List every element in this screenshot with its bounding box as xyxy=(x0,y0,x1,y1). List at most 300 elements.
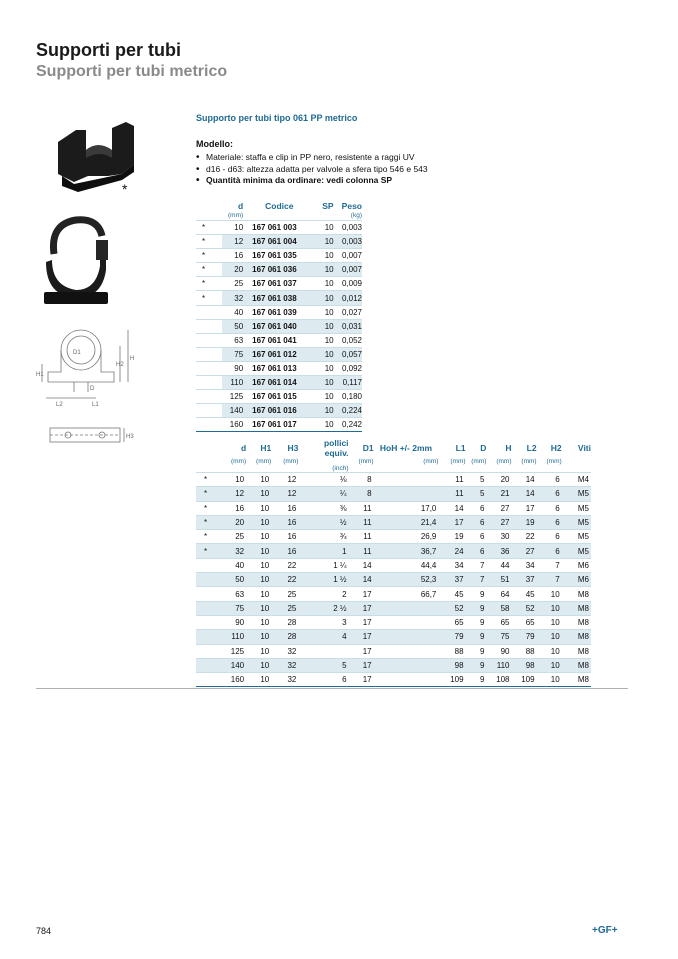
cell-l2: 109 xyxy=(521,675,535,685)
cell-h1: 10 xyxy=(260,503,270,513)
cell-h2: 10 xyxy=(550,646,560,656)
cell-d: 90 xyxy=(235,618,245,628)
label-h2: H2 xyxy=(116,362,124,368)
cell-d1: 14 xyxy=(349,573,374,587)
cell-screw: M8 xyxy=(577,589,589,599)
cell-d: 16 xyxy=(234,251,244,261)
cell-sp: 10 xyxy=(318,347,334,361)
cell-l2: 27 xyxy=(512,544,537,558)
table-row xyxy=(196,515,591,529)
cell-d: 110 xyxy=(222,376,243,390)
cell-mark xyxy=(196,361,222,375)
col-header-h2: H2 xyxy=(550,443,562,453)
cell-d1: 17 xyxy=(362,589,372,599)
cell-h3: 12 xyxy=(271,487,298,501)
unit-l1: (mm) xyxy=(450,458,466,465)
cell-l1: 19 xyxy=(454,532,464,542)
table-row xyxy=(196,376,362,390)
cell-hoh: 21,4 xyxy=(374,515,439,529)
cell-l2: 19 xyxy=(512,515,537,529)
cell-sp: 10 xyxy=(324,307,334,317)
cell-hoh xyxy=(374,630,439,644)
cell-dd: 9 xyxy=(479,646,485,656)
cell-h1: 10 xyxy=(246,573,271,587)
cell-screw: M5 xyxy=(562,544,591,558)
cell-h3: 25 xyxy=(271,601,298,615)
table-row xyxy=(196,630,591,644)
cell-l2: 34 xyxy=(525,560,535,570)
cell-d: 63 xyxy=(235,589,245,599)
cell-dd: 7 xyxy=(466,573,487,587)
unit-weight: (kg) xyxy=(350,212,362,219)
cell-h3: 32 xyxy=(287,646,297,656)
technical-drawing-top xyxy=(48,424,136,448)
cell-dd: 6 xyxy=(479,503,485,513)
cell-inch: 4 xyxy=(298,630,348,644)
cell-mark xyxy=(196,376,222,390)
cell-weight: 0,003 xyxy=(341,223,362,233)
cell-mark xyxy=(196,319,222,333)
cell-l1: 37 xyxy=(438,573,465,587)
cell-d1: 11 xyxy=(363,532,372,542)
cell-inch: 2 ½ xyxy=(298,601,348,615)
cell-mark: * xyxy=(202,223,206,233)
cell-d1: 11 xyxy=(349,515,374,529)
cell-h1: 10 xyxy=(246,658,271,672)
label-h: H xyxy=(130,356,135,362)
cell-h: 64 xyxy=(500,589,510,599)
cell-h3: 16 xyxy=(287,532,297,542)
cell-dd: 9 xyxy=(479,675,485,685)
table-row xyxy=(196,601,591,615)
col-header-d1: D1 xyxy=(362,443,374,453)
cell-screw: M5 xyxy=(577,532,589,542)
col-header-inch-line2: equiv. xyxy=(324,448,349,458)
cell-hoh: 17,0 xyxy=(420,503,437,513)
cell-h: 90 xyxy=(500,646,510,656)
col-header-sp: SP xyxy=(322,200,334,211)
table-row xyxy=(196,319,362,333)
table-row xyxy=(196,221,362,235)
page-subtitle: Supporti per tubi metrico xyxy=(36,63,228,80)
cell-mark xyxy=(196,587,215,601)
cell-sp: 10 xyxy=(318,376,334,390)
cell-dd: 9 xyxy=(466,630,487,644)
table-row xyxy=(196,249,362,263)
cell-mark: * xyxy=(202,293,206,303)
cell-h3: 22 xyxy=(287,560,297,570)
cell-l2: 37 xyxy=(512,573,537,587)
cell-hoh: 36,7 xyxy=(374,544,439,558)
cell-weight: 0,027 xyxy=(341,307,362,317)
cell-h3: 16 xyxy=(271,544,298,558)
cell-sp: 10 xyxy=(318,404,334,418)
cell-l1: 24 xyxy=(438,544,465,558)
col-header-weight: Peso xyxy=(341,200,362,211)
cell-h3: 32 xyxy=(287,675,297,685)
cell-d: 32 xyxy=(215,544,246,558)
col-header-l2: L2 xyxy=(526,443,537,453)
cell-inch xyxy=(298,644,348,658)
brand-logo: +GF+ xyxy=(592,925,618,936)
cell-mark: * xyxy=(202,237,206,247)
cell-d1: 14 xyxy=(362,560,372,570)
cell-d: 90 xyxy=(234,363,244,373)
cell-h1: 10 xyxy=(260,532,270,542)
cell-d: 75 xyxy=(222,347,243,361)
asterisk-mark: * xyxy=(122,181,128,197)
unit-dd: (mm) xyxy=(471,458,487,465)
cell-mark: * xyxy=(202,265,206,275)
table-row xyxy=(196,333,362,347)
cell-mark xyxy=(196,658,215,672)
col-header-code: Codice xyxy=(265,200,294,211)
cell-d1: 11 xyxy=(349,544,374,558)
cell-l2: 14 xyxy=(525,475,535,485)
cell-d1: 8 xyxy=(349,487,374,501)
col-header-l1: L1 xyxy=(455,443,466,453)
table-row xyxy=(196,277,362,291)
unit-d1: (mm) xyxy=(358,458,374,465)
cell-screw: M8 xyxy=(577,646,589,656)
cell-dd: 9 xyxy=(479,618,485,628)
col-header-d: d xyxy=(240,443,247,453)
cell-h: 44 xyxy=(500,560,510,570)
cell-l1: 14 xyxy=(454,503,464,513)
cell-h1: 10 xyxy=(246,544,271,558)
cell-mark xyxy=(196,601,215,615)
cell-d: 50 xyxy=(222,319,243,333)
cell-mark xyxy=(196,390,222,404)
cell-d: 25 xyxy=(235,532,245,542)
cell-l2: 98 xyxy=(512,658,537,672)
cell-h1: 10 xyxy=(260,618,270,628)
cell-l2: 65 xyxy=(525,618,535,628)
cell-screw: M5 xyxy=(562,487,591,501)
table-row xyxy=(196,587,591,601)
cell-h: 21 xyxy=(486,487,511,501)
cell-h1: 10 xyxy=(246,515,271,529)
cell-l2: 22 xyxy=(525,532,535,542)
cell-dd: 5 xyxy=(479,475,485,485)
unit-h2: (mm) xyxy=(546,458,562,465)
col-header-inch xyxy=(298,438,348,458)
cell-l2: 52 xyxy=(512,601,537,615)
cell-l1: 34 xyxy=(454,560,464,570)
cell-mark xyxy=(196,615,215,629)
unit-h1: (mm) xyxy=(256,458,272,465)
table-row xyxy=(196,390,362,404)
cell-h2: 6 xyxy=(555,503,560,513)
cell-d1: 17 xyxy=(362,618,372,628)
cell-weight: 0,003 xyxy=(334,235,362,249)
cell-mark: * xyxy=(204,503,208,513)
cell-h: 75 xyxy=(486,630,511,644)
cell-d: 110 xyxy=(215,630,246,644)
cell-code: 167 061 012 xyxy=(243,347,318,361)
cell-h3: 16 xyxy=(287,503,297,513)
cell-h1: 10 xyxy=(260,646,270,656)
cell-d: 16 xyxy=(235,503,245,513)
cell-screw: M6 xyxy=(577,560,589,570)
cell-code: 167 061 017 xyxy=(252,420,297,430)
cell-mark xyxy=(196,558,215,572)
cell-d: 10 xyxy=(235,475,245,485)
cell-d: 20 xyxy=(215,515,246,529)
unit-hoh: (mm) xyxy=(423,458,439,465)
cell-hoh xyxy=(374,673,439,687)
table-row xyxy=(196,418,362,432)
cell-l1: 79 xyxy=(438,630,465,644)
cell-weight: 0,117 xyxy=(334,376,362,390)
cell-d: 32 xyxy=(222,291,243,305)
cell-dd: 5 xyxy=(466,487,487,501)
cell-dd: 6 xyxy=(466,544,487,558)
cell-mark xyxy=(196,347,222,361)
cell-weight: 0,007 xyxy=(341,251,362,261)
cell-h3: 12 xyxy=(287,475,297,485)
cell-sp: 10 xyxy=(324,279,334,289)
cell-h1: 10 xyxy=(260,675,270,685)
cell-code: 167 061 035 xyxy=(252,251,297,261)
cell-l1: 11 xyxy=(438,487,465,501)
cell-inch: 1 xyxy=(298,544,348,558)
cell-code: 167 061 014 xyxy=(243,376,318,390)
cell-d: 125 xyxy=(229,392,244,402)
cell-l2: 17 xyxy=(525,503,535,513)
cell-l1: 109 xyxy=(450,675,464,685)
cell-d: 125 xyxy=(230,646,245,656)
cell-h: 27 xyxy=(486,515,511,529)
table-row xyxy=(196,263,362,277)
cell-inch: ⅛ xyxy=(339,475,347,485)
cell-mark xyxy=(196,333,222,347)
cell-code: 167 061 040 xyxy=(243,319,318,333)
cell-h3: 22 xyxy=(271,573,298,587)
unit-h3: (mm) xyxy=(283,458,299,465)
table-row xyxy=(196,501,591,515)
cell-mark: * xyxy=(196,515,215,529)
cell-screw: M6 xyxy=(562,573,591,587)
table-row xyxy=(196,530,591,544)
page-number: 784 xyxy=(36,926,52,936)
product-name: Supporto per tubi tipo 061 PP metrico xyxy=(196,113,358,123)
cell-d: 40 xyxy=(234,307,244,317)
label-h1: H1 xyxy=(36,372,44,378)
cell-h2: 7 xyxy=(537,573,562,587)
cell-h2: 10 xyxy=(550,618,560,628)
cell-h2: 10 xyxy=(537,601,562,615)
cell-h: 30 xyxy=(500,532,510,542)
cell-h2: 6 xyxy=(555,475,560,485)
cell-hoh xyxy=(374,601,439,615)
table-row xyxy=(196,558,591,572)
cell-l1: 45 xyxy=(454,589,464,599)
cell-d: 10 xyxy=(234,223,244,233)
cell-h2: 10 xyxy=(550,675,560,685)
cell-h2: 6 xyxy=(537,487,562,501)
cell-d1: 11 xyxy=(363,503,372,513)
cell-h: 110 xyxy=(486,658,511,672)
cell-dd: 6 xyxy=(479,532,485,542)
cell-h3: 16 xyxy=(271,515,298,529)
unit-d: (mm) xyxy=(230,458,247,465)
cell-code: 167 061 041 xyxy=(252,335,297,345)
cell-l1: 88 xyxy=(454,646,464,656)
cell-sp: 10 xyxy=(318,291,334,305)
table-row xyxy=(196,487,591,501)
cell-l2: 45 xyxy=(525,589,535,599)
cell-l1: 17 xyxy=(438,515,465,529)
cell-d1: 8 xyxy=(367,475,372,485)
unit-l2: (mm) xyxy=(521,458,537,465)
cell-mark xyxy=(196,305,222,319)
cell-sp: 10 xyxy=(318,319,334,333)
feature-item: • Materiale: staffa e clip in PP nero, resistente a raggi UV xyxy=(196,152,428,164)
cell-sp: 10 xyxy=(324,223,334,233)
cell-sp: 10 xyxy=(324,392,334,402)
cell-sp: 10 xyxy=(324,420,334,430)
cell-h1: 10 xyxy=(260,475,270,485)
cell-l1: 11 xyxy=(455,475,464,485)
cell-inch: ¾ xyxy=(339,532,347,542)
cell-weight: 0,180 xyxy=(341,392,362,402)
feature-item: • Quantità minima da ordinare: vedi colonna SP xyxy=(196,175,428,187)
cell-l2: 14 xyxy=(512,487,537,501)
cell-mark: * xyxy=(202,279,206,289)
cell-h2: 6 xyxy=(537,515,562,529)
table-row xyxy=(196,644,591,658)
cell-code: 167 061 036 xyxy=(243,263,318,277)
cell-sp: 10 xyxy=(324,335,334,345)
product-photo-open-clip xyxy=(40,210,120,310)
section-divider xyxy=(36,688,628,689)
cell-dd: 7 xyxy=(479,560,485,570)
page-title: Supporti per tubi xyxy=(36,40,181,60)
technical-drawing-front xyxy=(36,320,140,408)
cell-mark xyxy=(196,673,215,687)
table-row xyxy=(196,473,591,487)
cell-code: 167 061 004 xyxy=(243,235,318,249)
cell-screw: M8 xyxy=(562,601,591,615)
cell-l2: 79 xyxy=(512,630,537,644)
cell-code: 167 061 038 xyxy=(243,291,318,305)
cell-weight: 0,031 xyxy=(334,319,362,333)
cell-d1: 17 xyxy=(349,601,374,615)
feature-list xyxy=(196,152,428,187)
cell-inch: 3 xyxy=(342,618,347,628)
col-header-h1: H1 xyxy=(260,443,272,453)
cell-hoh: 66,7 xyxy=(420,589,437,599)
table-row xyxy=(196,235,362,249)
cell-weight: 0,009 xyxy=(341,279,362,289)
cell-h1: 10 xyxy=(246,601,271,615)
cell-d: 40 xyxy=(235,560,245,570)
table-row xyxy=(196,291,362,305)
label-d: D xyxy=(90,386,95,392)
cell-weight: 0,242 xyxy=(341,420,362,430)
label-d1: D1 xyxy=(73,350,81,356)
cell-d1: 17 xyxy=(349,630,374,644)
cell-weight: 0,057 xyxy=(334,347,362,361)
cell-hoh xyxy=(374,615,439,629)
table-row xyxy=(196,361,362,375)
cell-h: 20 xyxy=(500,475,510,485)
cell-h2: 6 xyxy=(537,544,562,558)
cell-inch: 6 xyxy=(342,675,347,685)
unit-h: (mm) xyxy=(496,458,512,465)
col-header-screw: Viti xyxy=(577,443,591,453)
cell-d: 12 xyxy=(215,487,246,501)
cell-weight: 0,092 xyxy=(341,363,362,373)
cell-inch: ½ xyxy=(298,515,348,529)
cell-h2: 6 xyxy=(555,532,560,542)
cell-d: 140 xyxy=(222,404,243,418)
cell-d: 50 xyxy=(215,573,246,587)
cell-inch: 5 xyxy=(298,658,348,672)
cell-mark xyxy=(196,630,215,644)
cell-l1: 65 xyxy=(454,618,464,628)
cell-sp: 10 xyxy=(324,251,334,261)
cell-h: 51 xyxy=(486,573,511,587)
cell-screw: M8 xyxy=(577,618,589,628)
col-header-d: d xyxy=(237,200,244,211)
label-l1: L1 xyxy=(92,402,99,408)
cell-hoh: 44,4 xyxy=(420,560,437,570)
cell-code: 167 061 003 xyxy=(252,223,297,233)
cell-code: 167 061 037 xyxy=(252,279,297,289)
cell-h1: 10 xyxy=(246,487,271,501)
cell-h: 58 xyxy=(486,601,511,615)
cell-h: 65 xyxy=(500,618,510,628)
cell-inch: 1 ½ xyxy=(298,573,348,587)
cell-mark: * xyxy=(204,475,208,485)
cell-dd: 9 xyxy=(466,658,487,672)
cell-d: 160 xyxy=(229,420,244,430)
cell-h2: 10 xyxy=(537,630,562,644)
cell-h1: 10 xyxy=(260,560,270,570)
cell-hoh: 26,9 xyxy=(420,532,437,542)
cell-hoh xyxy=(374,473,439,487)
cell-mark xyxy=(196,418,222,432)
cell-d1: 17 xyxy=(362,646,372,656)
cell-h2: 10 xyxy=(550,589,560,599)
label-h3: H3 xyxy=(126,434,134,440)
cell-d1: 17 xyxy=(362,675,372,685)
cell-d: 12 xyxy=(222,235,243,249)
cell-d: 63 xyxy=(234,335,244,345)
cell-screw: M5 xyxy=(577,503,589,513)
cell-d: 20 xyxy=(222,263,243,277)
cell-l1: 52 xyxy=(438,601,465,615)
cell-code: 167 061 013 xyxy=(252,363,297,373)
codes-table xyxy=(196,200,362,432)
cell-inch: 2 xyxy=(342,589,347,599)
cell-d1: 17 xyxy=(349,658,374,672)
cell-weight: 0,224 xyxy=(334,404,362,418)
table-row xyxy=(196,347,362,361)
cell-dd: 6 xyxy=(466,515,487,529)
cell-h3: 32 xyxy=(271,658,298,672)
table-row xyxy=(196,658,591,672)
cell-weight: 0,012 xyxy=(334,291,362,305)
table-row xyxy=(196,615,591,629)
cell-dd: 9 xyxy=(466,601,487,615)
cell-hoh: 52,3 xyxy=(374,573,439,587)
cell-weight: 0,052 xyxy=(341,335,362,345)
unit-inch: (inch) xyxy=(332,465,349,472)
cell-h: 36 xyxy=(486,544,511,558)
